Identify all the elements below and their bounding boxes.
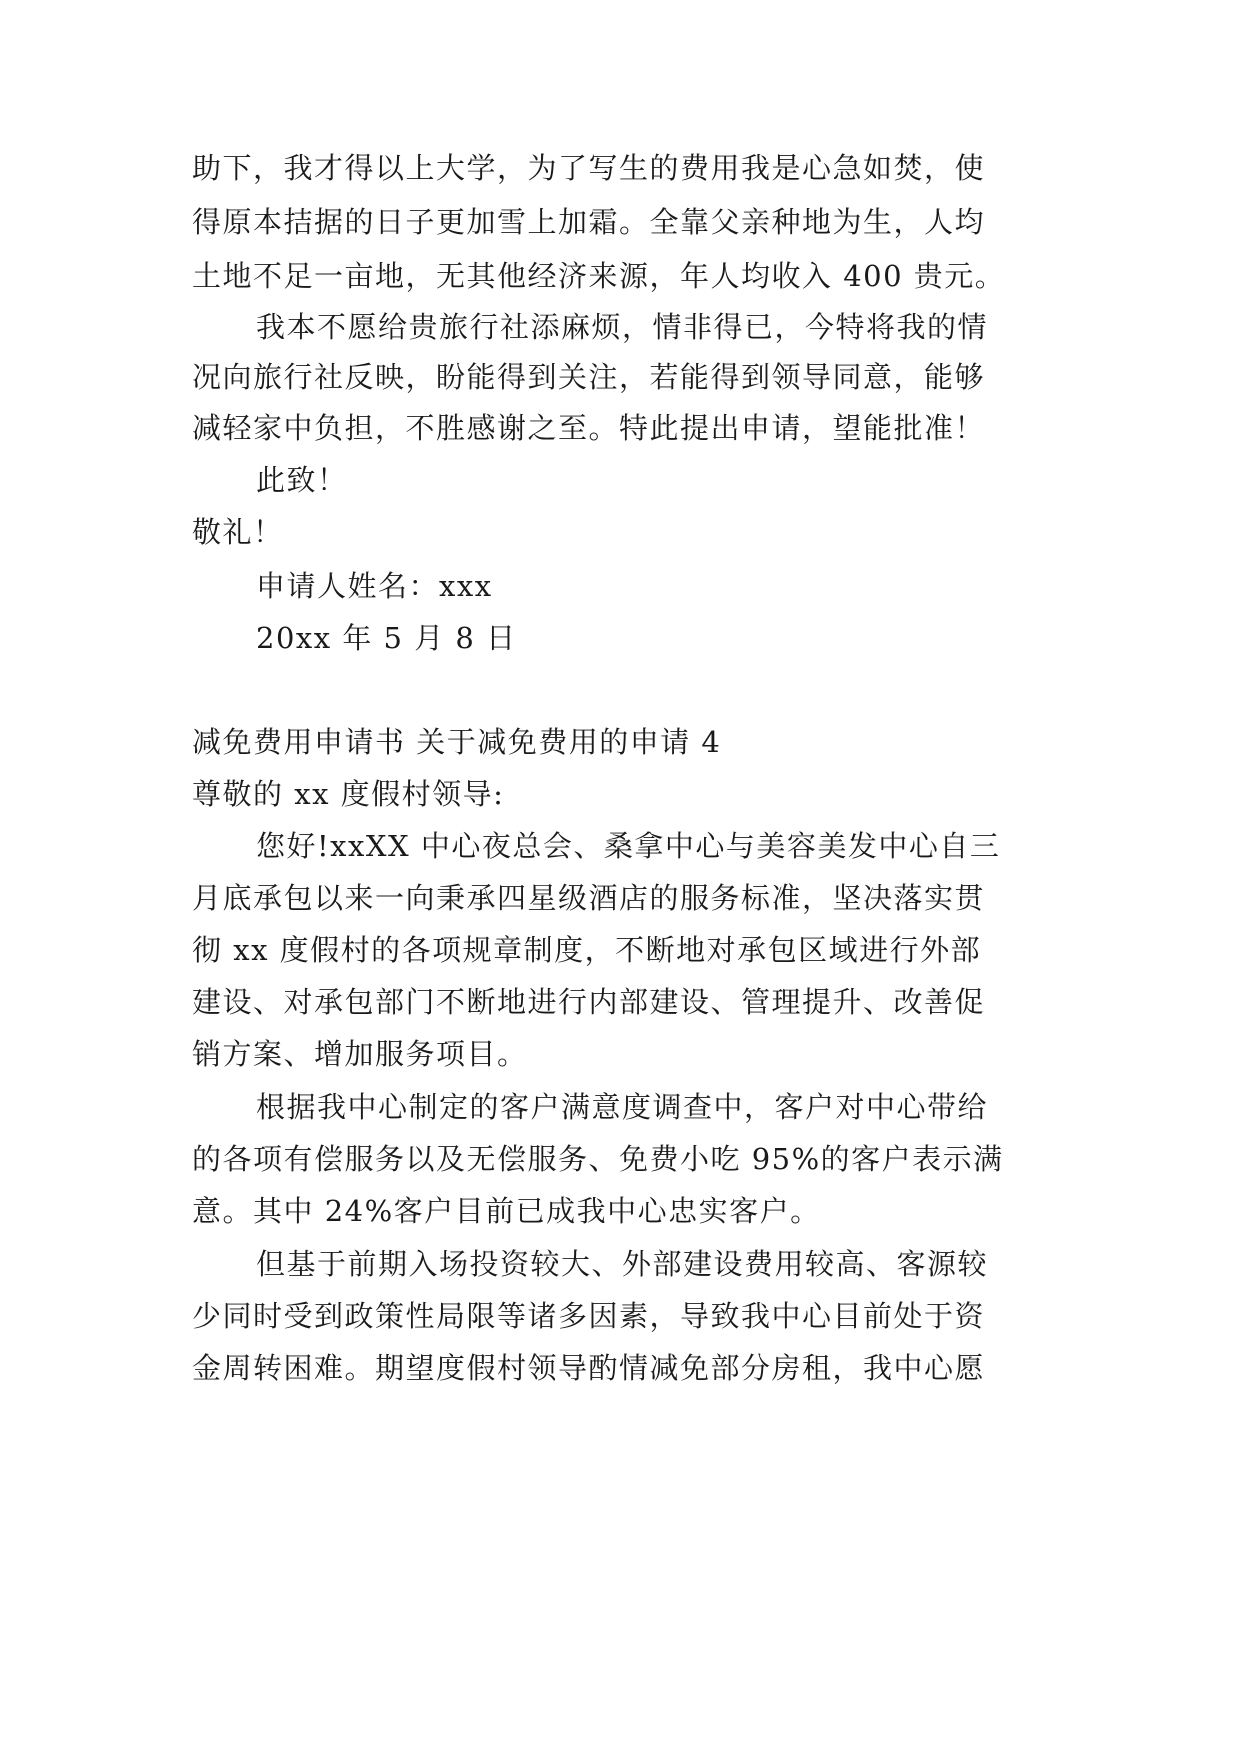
body-line: 金周转困难。期望度假村领导酌情减免部分房租，我中心愿: [192, 1351, 986, 1385]
body-line: 我本不愿给贵旅行社添麻烦，情非得已，今特将我的情: [256, 310, 989, 344]
body-line: 根据我中心制定的客户满意度调查中，客户对中心带给: [256, 1090, 989, 1124]
greeting: 尊敬的 xx 度假村领导:: [192, 777, 505, 811]
body-line: 减轻家中负担，不胜感谢之至。特此提出申请，望能批准！: [192, 411, 986, 445]
body-line: 土地不足一亩地，无其他经济来源，年人均收入 400 贵元。: [192, 259, 1006, 293]
body-line: 况向旅行社反映，盼能得到关注，若能得到领导同意，能够: [192, 360, 986, 394]
body-line: 建设、对承包部门不断地进行内部建设、管理提升、改善促: [192, 985, 986, 1019]
body-line: 月底承包以来一向秉承四星级酒店的服务标准，坚决落实贯: [192, 881, 986, 915]
application-date: 20xx 年 5 月 8 日: [256, 621, 517, 655]
body-line: 助下，我才得以上大学，为了写生的费用我是心急如焚，使: [192, 151, 986, 185]
section-title: 减免费用申请书 关于减免费用的申请 4: [192, 725, 722, 759]
body-line: 少同时受到政策性局限等诸多因素，导致我中心目前处于资: [192, 1299, 986, 1333]
body-line: 意。其中 24%客户目前已成我中心忠实客户。: [192, 1194, 821, 1228]
closing-text: 此致！: [256, 463, 348, 497]
body-line: 彻 xx 度假村的各项规章制度，不断地对承包区域进行外部: [192, 933, 982, 967]
salute-text: 敬礼！: [192, 515, 284, 549]
body-line: 的各项有偿服务以及无偿服务、免费小吃 95%的客户表示满: [192, 1142, 1004, 1176]
body-line: 您好!xxXX 中心夜总会、桑拿中心与美容美发中心自三: [256, 829, 1001, 863]
body-line: 但基于前期入场投资较大、外部建设费用较高、客源较: [256, 1247, 989, 1281]
body-line: 销方案、增加服务项目。: [192, 1037, 528, 1071]
body-line: 得原本拮据的日子更加雪上加霜。全靠父亲种地为生，人均: [192, 205, 986, 239]
applicant-name: 申请人姓名：xxx: [256, 569, 493, 603]
